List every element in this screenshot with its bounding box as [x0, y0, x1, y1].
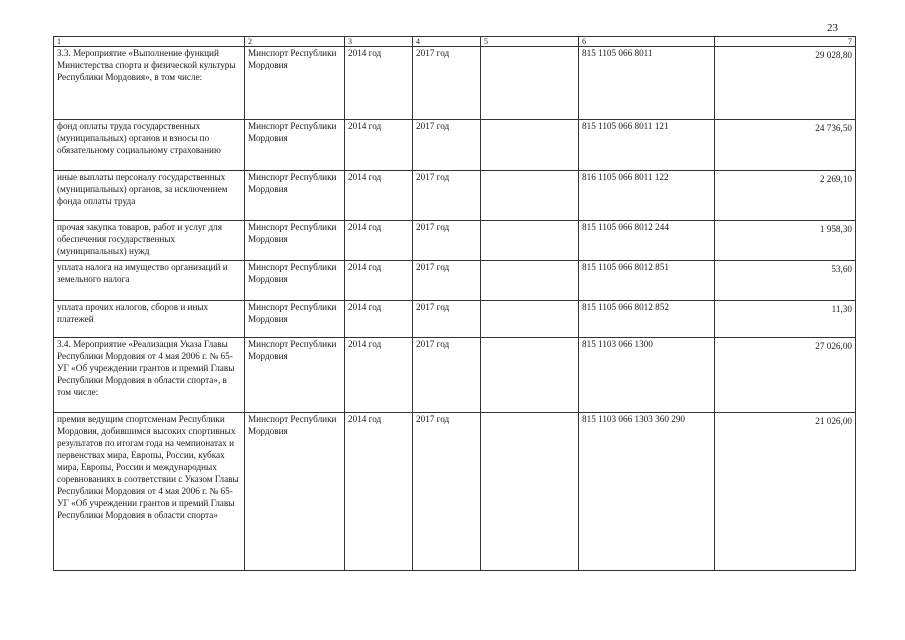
budget-code: 815 1105 066 8012 851	[579, 261, 715, 301]
amount-cell	[715, 171, 856, 221]
start-year: 2014 год	[345, 120, 413, 171]
amount: 21 026,00	[815, 416, 852, 426]
table-row	[54, 47, 856, 120]
amount: 29 028,80	[815, 50, 852, 60]
column-header: 3	[345, 37, 413, 47]
table-row	[54, 171, 856, 221]
start-year: 2014 год	[345, 338, 413, 413]
activity-name: премия ведущим спортсменам Республики Мордовия, добившимся высоких спортивных результатов по итогам года на чемпионатах и первенствах мира, Европы, России, кубках мира, Европы, России и международных соревнованиях в соответствии с Указом Главы Республики Мордовия от 4 мая 2006 г. № 65-УГ «Об учреждении грантов и премий Главы Республики Мордовия в области спорта»	[54, 413, 245, 571]
executor: Минспорт Республики Мордовия	[245, 171, 345, 221]
end-year: 2017 год	[413, 221, 481, 261]
start-year: 2014 год	[345, 221, 413, 261]
amount-cell	[715, 261, 856, 301]
table-header-row	[54, 37, 856, 47]
column-header: 2	[245, 37, 345, 47]
amount-cell	[715, 221, 856, 261]
budget-code: 815 1105 066 8012 244	[579, 221, 715, 261]
executor: Минспорт Республики Мордовия	[245, 338, 345, 413]
executor: Минспорт Республики Мордовия	[245, 301, 345, 338]
column-5-cell	[481, 261, 579, 301]
activity-name: 3.3. Мероприятие «Выполнение функций Министерства спорта и физической культуры Республики Мордовия», в том числе:	[54, 47, 245, 120]
amount-cell	[715, 338, 856, 413]
start-year: 2014 год	[345, 413, 413, 571]
budget-table	[53, 36, 856, 571]
amount: 2 269,10	[819, 174, 852, 184]
page-number: 23	[827, 22, 838, 34]
column-header: 7	[715, 37, 856, 47]
budget-code: 815 1105 066 8012 852	[579, 301, 715, 338]
table-row	[54, 261, 856, 301]
activity-name: фонд оплаты труда государственных (муниципальных) органов и взносы по обязательному социальному страхованию	[54, 120, 245, 171]
start-year: 2014 год	[345, 301, 413, 338]
amount: 11,30	[831, 304, 852, 314]
end-year: 2017 год	[413, 261, 481, 301]
start-year: 2014 год	[345, 171, 413, 221]
table-row	[54, 221, 856, 261]
table-row	[54, 338, 856, 413]
activity-name: уплата налога на имущество организаций и земельного налога	[54, 261, 245, 301]
budget-code: 815 1103 066 1303 360 290	[579, 413, 715, 571]
column-5-cell	[481, 47, 579, 120]
budget-code: 816 1105 066 8011 122	[579, 171, 715, 221]
end-year: 2017 год	[413, 47, 481, 120]
column-header: 6	[579, 37, 715, 47]
executor: Минспорт Республики Мордовия	[245, 261, 345, 301]
amount: 1 958,30	[819, 224, 852, 234]
end-year: 2017 год	[413, 120, 481, 171]
budget-code: 815 1105 066 8011 121	[579, 120, 715, 171]
start-year: 2014 год	[345, 261, 413, 301]
amount: 24 736,50	[815, 123, 852, 133]
executor: Минспорт Республики Мордовия	[245, 221, 345, 261]
column-5-cell	[481, 413, 579, 571]
activity-name: 3.4. Мероприятие «Реализация Указа Главы Республики Мордовия от 4 мая 2006 г. № 65-УГ «Об учреждении грантов и премий Главы Республики Мордовия в области спорта», в том числе:	[54, 338, 245, 413]
end-year: 2017 год	[413, 413, 481, 571]
table-row	[54, 120, 856, 171]
end-year: 2017 год	[413, 301, 481, 338]
column-header: 5	[481, 37, 579, 47]
budget-code: 815 1105 066 8011	[579, 47, 715, 120]
table-row	[54, 413, 856, 571]
column-5-cell	[481, 221, 579, 261]
column-header: 1	[54, 37, 245, 47]
start-year: 2014 год	[345, 47, 413, 120]
amount-cell	[715, 301, 856, 338]
activity-name: уплата прочих налогов, сборов и иных платежей	[54, 301, 245, 338]
executor: Минспорт Республики Мордовия	[245, 120, 345, 171]
column-header: 4	[413, 37, 481, 47]
amount-cell	[715, 120, 856, 171]
amount: 27 026,00	[815, 341, 852, 351]
amount-cell	[715, 413, 856, 571]
executor: Минспорт Республики Мордовия	[245, 413, 345, 571]
column-5-cell	[481, 120, 579, 171]
budget-code: 815 1103 066 1300	[579, 338, 715, 413]
amount-cell	[715, 47, 856, 120]
column-5-cell	[481, 338, 579, 413]
table-row	[54, 301, 856, 338]
amount: 53,60	[831, 264, 852, 274]
end-year: 2017 год	[413, 338, 481, 413]
executor: Минспорт Республики Мордовия	[245, 47, 345, 120]
activity-name: иные выплаты персоналу государственных (муниципальных) органов, за исключением фонда оплаты труда	[54, 171, 245, 221]
end-year: 2017 год	[413, 171, 481, 221]
column-5-cell	[481, 171, 579, 221]
activity-name: прочая закупка товаров, работ и услуг для обеспечения государственных (муниципальных) нужд	[54, 221, 245, 261]
column-5-cell	[481, 301, 579, 338]
